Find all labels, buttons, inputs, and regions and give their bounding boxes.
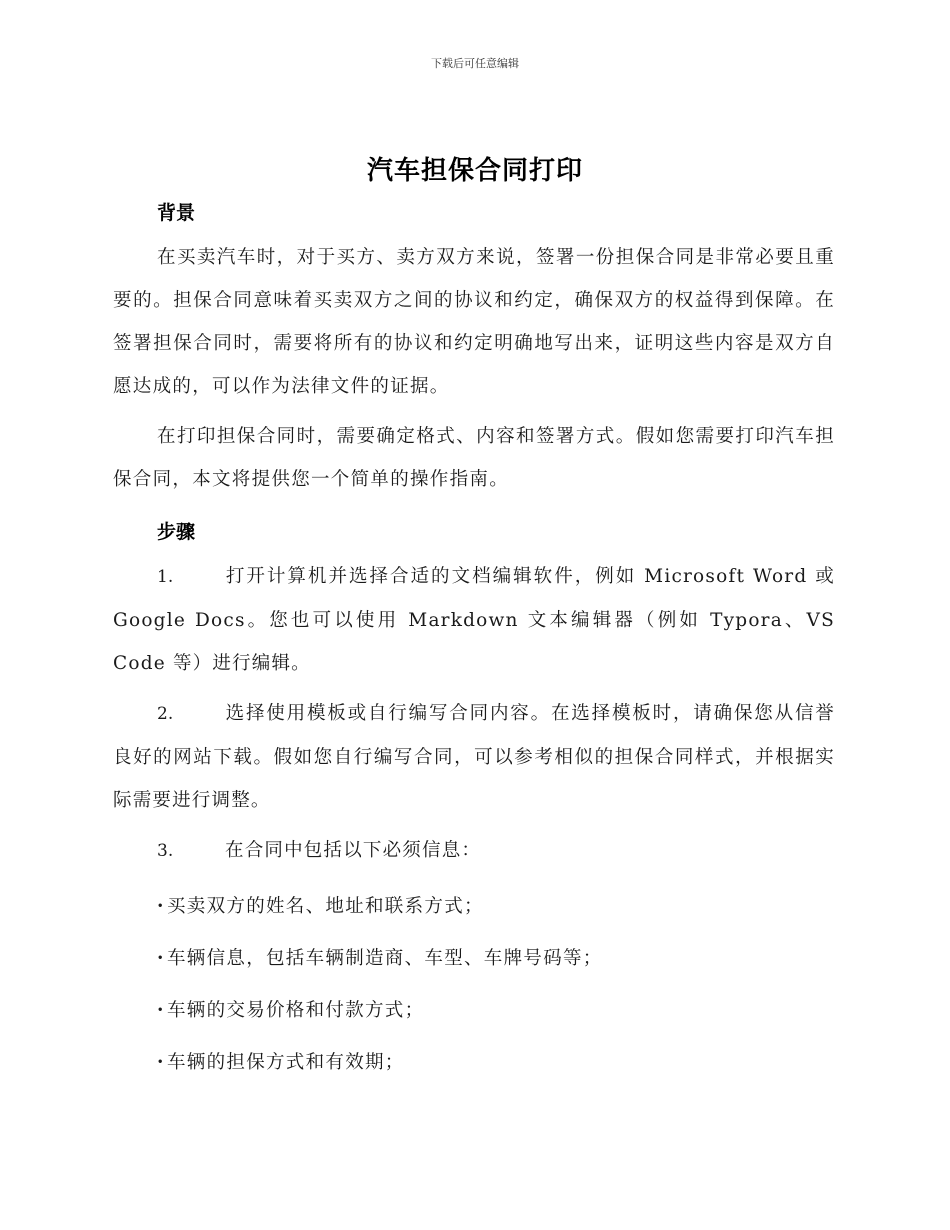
header-note: 下载后可任意编辑 — [431, 57, 519, 70]
section-heading-steps: 步骤 — [157, 521, 196, 543]
step-text: 打开计算机并选择合适的文档编辑软件，例如 Microsoft Word 或 Google Docs。您也可以使用 Markdown 文本编辑器（例如 Typora、VS Code 等）进行编辑。 — [113, 566, 835, 674]
list-item — [157, 933, 835, 985]
bullet-icon: · — [157, 948, 165, 969]
step-item — [113, 829, 835, 873]
list-item-text: 车辆的担保方式和有效期； — [167, 1052, 405, 1073]
list-item-text: 买卖双方的姓名、地址和联系方式； — [167, 896, 484, 917]
step-number: 2. — [157, 704, 174, 724]
list-item — [157, 985, 835, 1037]
required-info-list — [157, 881, 835, 1089]
section-heading-background: 背景 — [157, 202, 196, 224]
step-item — [113, 555, 835, 685]
list-item-text: 车辆的交易价格和付款方式； — [167, 1000, 425, 1021]
bullet-icon: · — [157, 896, 165, 917]
step-text: 在合同中包括以下必须信息： — [225, 840, 482, 861]
paragraph: 在打印担保合同时，需要确定格式、内容和签署方式。假如您需要打印汽车担保合同，本文将提供您一个简单的操作指南。 — [113, 426, 835, 490]
list-item-text: 车辆信息，包括车辆制造商、车型、车牌号码等； — [167, 948, 603, 969]
document-title: 汽车担保合同打印 — [366, 156, 583, 186]
step-number: 3. — [157, 841, 174, 861]
paragraph: 在买卖汽车时，对于买方、卖方双方来说，签署一份担保合同是非常必要且重要的。担保合同意味着买卖双方之间的协议和约定，确保双方的权益得到保障。在签署担保合同时，需要将所有的协议和约定明确地写出来，证明这些内容是双方自愿达成的，可以作为法律文件的证据。 — [113, 247, 835, 397]
bullet-icon: · — [157, 1000, 165, 1021]
list-item — [157, 881, 835, 933]
step-item — [113, 692, 835, 822]
step-number: 1. — [157, 567, 174, 587]
step-text: 选择使用模板或自行编写合同内容。在选择模板时，请确保您从信誉良好的网站下载。假如您自行编写合同，可以参考相似的担保合同样式，并根据实际需要进行调整。 — [113, 703, 835, 811]
document-body — [113, 190, 835, 1089]
bullet-icon: · — [157, 1052, 165, 1073]
list-item — [157, 1037, 835, 1089]
